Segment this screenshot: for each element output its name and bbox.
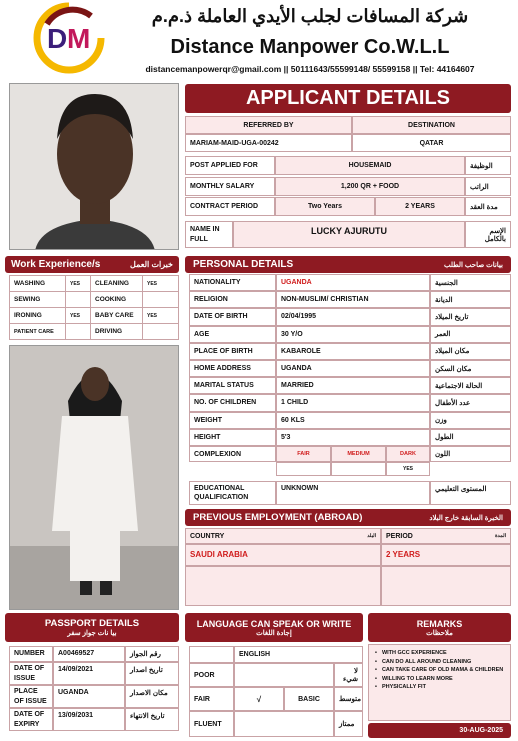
- head-photo: [9, 83, 179, 250]
- previous-employment-title: PREVIOUS EMPLOYMENT (ABROAD): [193, 512, 363, 523]
- employment-blank-right: [381, 566, 511, 606]
- personal-label-ar: مكان الميلاد: [430, 343, 511, 360]
- skill-answer: [143, 292, 179, 308]
- personal-label-ar: الجنسية: [430, 274, 511, 291]
- remark-item: [375, 650, 504, 656]
- name-value: LUCKY AJURUTU: [233, 221, 465, 248]
- destination-value: QATAR: [352, 134, 511, 152]
- personal-row: [189, 274, 511, 291]
- personal-row: [189, 394, 511, 411]
- english-label: ENGLISH: [234, 646, 363, 663]
- personal-label: RELIGION: [189, 291, 276, 308]
- table-row: [10, 308, 179, 324]
- company-name-arabic: شركة المسافات لجلب الأيدي العاملة ذ.م.م: [151, 6, 469, 26]
- referred-by-value: MARIAM-MAID-UGA-00242: [185, 134, 352, 152]
- remark-item: [375, 676, 504, 682]
- personal-label-ar: الديانة: [430, 291, 511, 308]
- fluent-cell: [234, 711, 334, 737]
- bullet-icon: •: [375, 675, 377, 682]
- period-value: 2 YEARS: [381, 544, 511, 566]
- destination-label: DESTINATION: [352, 116, 511, 134]
- work-experience-title-ar: خبرات العمل: [130, 260, 173, 269]
- contract-value-years: 2 YEARS: [375, 197, 465, 216]
- bullet-icon: •: [375, 684, 377, 690]
- company-name-english: Distance Manpower Co.W.L.L: [170, 36, 450, 58]
- remark-text: CAN TAKE CARE OF OLD MAMA & CHILDREN: [381, 667, 504, 673]
- passport-row: [9, 646, 179, 662]
- education-value: UNKNOWN: [276, 481, 430, 505]
- salary-label: MONTHLY SALARY: [185, 177, 275, 196]
- language-blank-left: [189, 646, 234, 663]
- country-header: [185, 528, 381, 544]
- passport-row: [9, 708, 179, 731]
- remark-item: [375, 684, 504, 690]
- remark-text: PHYSICALLY FIT: [381, 684, 426, 690]
- skill-answer: YES: [143, 308, 179, 324]
- complexion-label: COMPLEXION: [189, 446, 276, 462]
- passport-value: A00469527: [53, 646, 125, 662]
- complexion-blank-1: [276, 462, 331, 476]
- country-label-ar: البلد: [367, 533, 376, 539]
- personal-label: MARITAL STATUS: [189, 377, 276, 394]
- personal-label-ar: مكان السكن: [430, 360, 511, 377]
- personal-value: UGANDA: [276, 360, 430, 377]
- passport-value: UGANDA: [53, 685, 125, 708]
- employment-blank-left: [185, 566, 381, 606]
- skill-answer: YES: [66, 276, 91, 292]
- passport-row: [9, 685, 179, 708]
- remarks-date: 30-AUG-2025: [368, 723, 511, 738]
- personal-label: PLACE OF BIRTH: [189, 343, 276, 360]
- personal-row: [189, 343, 511, 360]
- personal-details-title: PERSONAL DETAILS: [193, 259, 294, 270]
- personal-row: [189, 412, 511, 429]
- personal-value: 30 Y/O: [276, 326, 430, 343]
- skill-label: SEWING: [10, 292, 66, 308]
- period-label: PERIOD: [386, 532, 413, 540]
- passport-label: DATE OF EXPIRY: [9, 708, 53, 731]
- fluent-label-ar: ممتاز: [334, 711, 363, 737]
- passport-label: PLACE OF ISSUE: [9, 685, 53, 708]
- complexion-fair: FAIR: [276, 446, 331, 462]
- complexion-blank-2: [331, 462, 386, 476]
- personal-label-ar: الحالة الاجتماعية: [430, 377, 511, 394]
- remark-item: [375, 667, 504, 673]
- passport-details-title-ar: بيا نات جواز سفر: [67, 630, 117, 637]
- table-row: [10, 276, 179, 292]
- personal-label-ar: عدد الأطفال: [430, 394, 511, 411]
- post-label-ar: الوظيفة: [465, 156, 511, 175]
- passport-details-header: [5, 613, 179, 642]
- work-experience-title: Work Experience/s: [11, 259, 101, 270]
- complexion-dark: DARK: [386, 446, 430, 462]
- work-experience-header: [5, 256, 179, 273]
- table-row: [10, 324, 179, 340]
- post-value: HOUSEMAID: [275, 156, 465, 175]
- complexion-medium: MEDIUM: [331, 446, 386, 462]
- contract-label: CONTRACT PERIOD: [185, 197, 275, 216]
- language-title-ar: إجادة اللغات: [256, 629, 292, 637]
- basic-label: BASIC: [284, 687, 334, 711]
- skill-answer: YES: [143, 276, 179, 292]
- personal-details-title-ar: بيانات صاحب الطلب: [443, 261, 503, 269]
- remarks-header: [368, 613, 511, 642]
- education-label: EDUCATIONAL QUALIFICATION: [189, 481, 276, 505]
- personal-value: 5'3: [276, 429, 430, 446]
- complexion-label-ar: اللون: [430, 446, 511, 462]
- full-body-photo: [9, 345, 179, 610]
- bullet-icon: •: [375, 667, 377, 673]
- personal-label: NO. OF CHILDREN: [189, 394, 276, 411]
- svg-text:M: M: [67, 23, 91, 54]
- language-header: [185, 613, 363, 642]
- skill-label: BABY CARE: [91, 308, 143, 324]
- personal-label: HOME ADDRESS: [189, 360, 276, 377]
- remarks-title: REMARKS: [416, 618, 463, 629]
- skill-answer: YES: [66, 308, 91, 324]
- fluent-label: FLUENT: [189, 711, 234, 737]
- poor-label: POOR: [189, 663, 234, 687]
- salary-label-ar: الراتب: [465, 177, 511, 196]
- personal-label-ar: وزن: [430, 412, 511, 429]
- contract-value-words: Two Years: [275, 197, 375, 216]
- personal-value: UGANDA: [276, 274, 430, 291]
- passport-label-ar: تاريخ اصدار: [125, 662, 179, 685]
- language-title: LANGUAGE CAN SPEAK OR WRITE: [196, 618, 352, 629]
- skill-answer: [66, 324, 91, 340]
- period-label-ar: المدة: [494, 533, 506, 539]
- table-row: [10, 292, 179, 308]
- remark-text: CAN DO ALL AROUND CLEANING: [381, 658, 472, 665]
- remark-text: WITH GCC EXPERIENCE: [381, 650, 447, 656]
- svg-text:D: D: [47, 23, 68, 54]
- passport-details-list: [9, 646, 179, 731]
- passport-value: 14/09/2021: [53, 662, 125, 685]
- poor-cell: [234, 663, 334, 687]
- skill-label: DRIVING: [91, 324, 143, 340]
- contact-line: distancemanpowerqr@gmail.com || 50111643/55599148/ 55599158 || Tel: 44164607: [145, 64, 475, 74]
- page-title: APPLICANT DETAILS: [185, 84, 511, 113]
- skill-label: CLEANING: [91, 276, 143, 292]
- company-logo: [33, 2, 105, 74]
- personal-label: WEIGHT: [189, 412, 276, 429]
- personal-label-ar: العمر: [430, 326, 511, 343]
- education-label-ar: المستوى التعليمي: [430, 481, 511, 505]
- fair-label: FAIR: [189, 687, 234, 711]
- remarks-title-ar: ملاحظات: [426, 629, 453, 637]
- passport-row: [9, 662, 179, 685]
- contract-label-ar: مدة العقد: [465, 197, 511, 216]
- skill-answer: [66, 292, 91, 308]
- passport-label-ar: مكان الاصدار: [125, 685, 179, 708]
- personal-row: [189, 308, 511, 325]
- poor-label-ar: لا شيء: [334, 663, 363, 687]
- previous-employment-title-ar: الخبرة السابقة خارج البلاد: [429, 514, 503, 522]
- passport-value: 13/09/2031: [53, 708, 125, 731]
- personal-value: KABAROLE: [276, 343, 430, 360]
- personal-value: NON-MUSLIM/ CHRISTIAN: [276, 291, 430, 308]
- salary-value: 1,200 QR + FOOD: [275, 177, 465, 196]
- passport-label: NUMBER: [9, 646, 53, 662]
- personal-details-header: [185, 256, 511, 273]
- personal-label: DATE OF BIRTH: [189, 308, 276, 325]
- country-value: SAUDI ARABIA: [185, 544, 381, 566]
- personal-label: AGE: [189, 326, 276, 343]
- remark-item: [375, 659, 504, 665]
- remark-text: WILLING TO LEARN MORE: [381, 675, 453, 682]
- personal-value: MARRIED: [276, 377, 430, 394]
- passport-label-ar: رقم الجواز: [125, 646, 179, 662]
- personal-row: [189, 377, 511, 394]
- skill-label: IRONING: [10, 308, 66, 324]
- basic-label-ar: متوسط: [334, 687, 363, 711]
- passport-details-title: PASSPORT DETAILS: [44, 618, 140, 629]
- personal-row: [189, 429, 511, 446]
- passport-label: DATE OF ISSUE: [9, 662, 53, 685]
- name-label-ar: الإسم بالكامل: [465, 221, 511, 248]
- work-experience-table: [9, 275, 179, 340]
- personal-value: 1 CHILD: [276, 394, 430, 411]
- remarks-box: [368, 644, 511, 721]
- personal-value: 60 KLS: [276, 412, 430, 429]
- period-header: [381, 528, 511, 544]
- skill-answer: [143, 324, 179, 340]
- personal-label-ar: تاريخ الميلاد: [430, 308, 511, 325]
- personal-row: [189, 326, 511, 343]
- country-label: COUNTRY: [190, 532, 225, 540]
- personal-label: NATIONALITY: [189, 274, 276, 291]
- bullet-icon: •: [375, 650, 377, 656]
- fair-check: √: [234, 687, 284, 711]
- skill-label: WASHING: [10, 276, 66, 292]
- personal-row: [189, 291, 511, 308]
- post-label: POST APPLIED FOR: [185, 156, 275, 175]
- personal-label-ar: الطول: [430, 429, 511, 446]
- personal-value: 02/04/1995: [276, 308, 430, 325]
- previous-employment-header: [185, 509, 511, 526]
- personal-details-list: [189, 274, 511, 446]
- referred-by-label: REFERRED BY: [185, 116, 352, 134]
- bullet-icon: •: [375, 658, 377, 665]
- skill-label: PATIENT CARE: [10, 324, 66, 340]
- personal-row: [189, 360, 511, 377]
- skill-label: COOKING: [91, 292, 143, 308]
- passport-label-ar: تاريخ الانتهاء: [125, 708, 179, 731]
- complexion-mark: YES: [386, 462, 430, 476]
- personal-label: HEIGHT: [189, 429, 276, 446]
- name-label: NAME IN FULL: [185, 221, 233, 248]
